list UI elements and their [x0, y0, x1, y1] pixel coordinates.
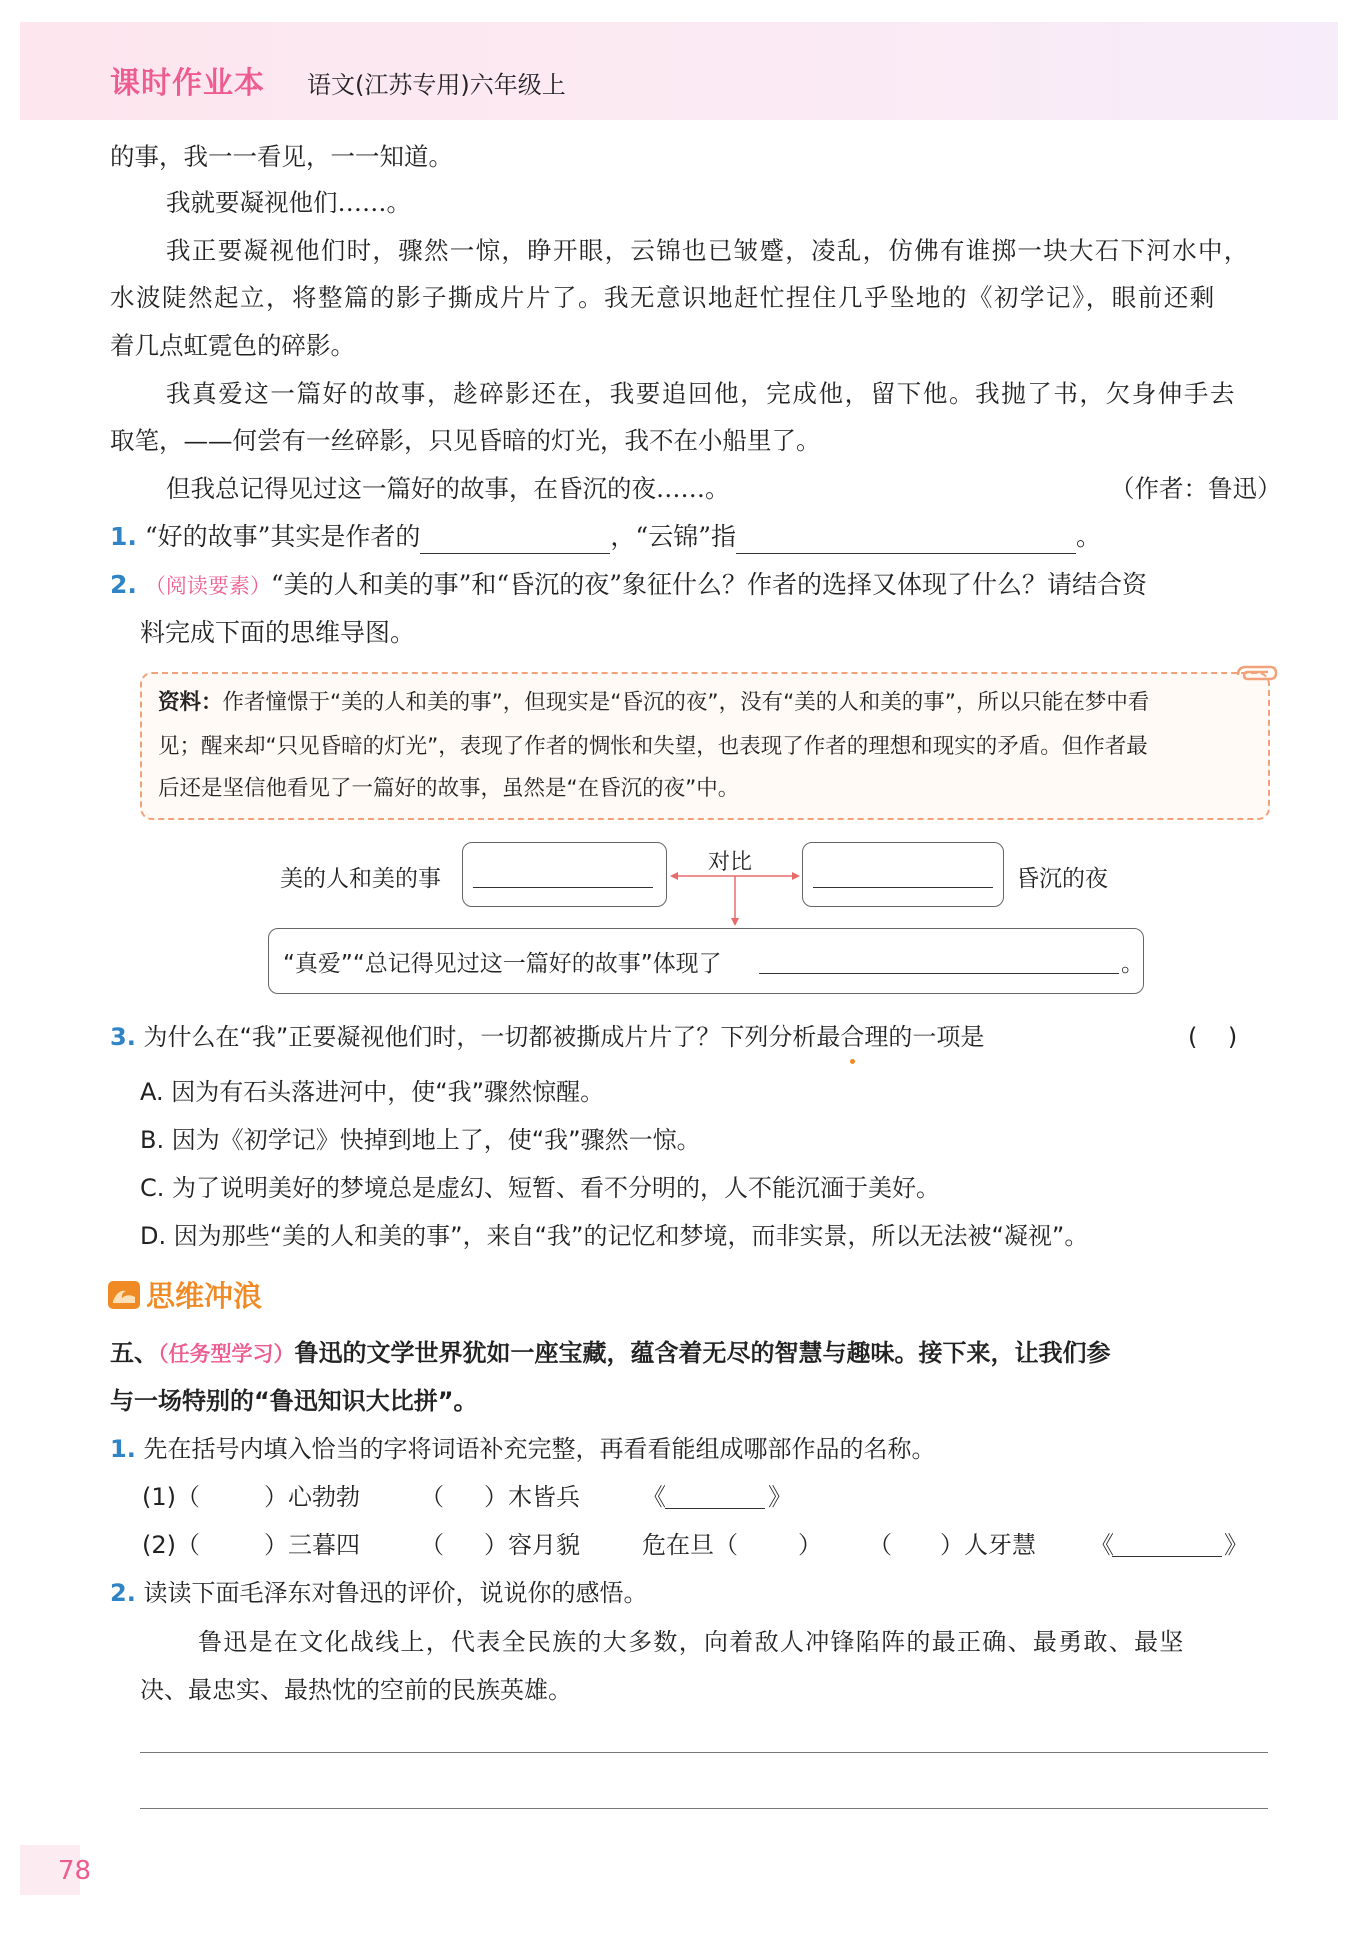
idiom-4-text: ）容月貌: [484, 1531, 580, 1559]
question-5-line-1: 鲁迅的文学世界犹如一座宝藏，蕴含着无尽的智慧与趣味。接下来，让我们参: [294, 1339, 1111, 1367]
question-number: 3.: [110, 1023, 136, 1051]
question-3-emphasis: 最合理: [816, 1020, 888, 1054]
question-5-1: [110, 1432, 935, 1466]
question-5: [110, 1336, 1111, 1371]
answer-blank[interactable]: [813, 863, 993, 888]
answer-blank[interactable]: [759, 949, 1119, 974]
work-title-open: 《: [642, 1483, 666, 1511]
question-2-line-2: 料完成下面的思维导图。: [140, 618, 416, 647]
mindmap-bottom-box: [268, 928, 1144, 994]
idiom-6-paren: （: [868, 1531, 892, 1559]
mindmap-right-label: 昏沉的夜: [1016, 866, 1108, 892]
idiom-6-text: ）人牙慧: [940, 1531, 1036, 1559]
page-number: 78: [58, 1856, 92, 1886]
material-line-3: 后还是坚信他看见了一篇好的故事，虽然是“在昏沉的夜”中。: [158, 776, 740, 801]
idiom-1-prefix: (1)（: [142, 1483, 200, 1511]
question-number: 1.: [110, 522, 137, 551]
paperclip-icon: [1234, 664, 1278, 686]
idiom-4-paren: （: [420, 1531, 444, 1559]
work-title-close: 》: [1224, 1531, 1248, 1559]
question-1: [110, 520, 1101, 554]
quote-line-1: 鲁迅是在文化战线上，代表全民族的大多数，向着敌人冲锋陷阵的最正确、最勇敢、最坚: [198, 1628, 1185, 1656]
mindmap-left-box: [462, 842, 667, 907]
option-b[interactable]: B. 因为《初学记》快掉到地上了，使“我”骤然一惊。: [140, 1126, 701, 1154]
idiom-3-text: ）三暮四: [264, 1531, 360, 1559]
passage-author: （作者：鲁迅）: [1110, 474, 1282, 503]
question-1-text-a: “好的故事”其实是作者的: [144, 522, 421, 551]
mindmap-left-label: 美的人和美的事: [280, 866, 441, 892]
answer-line[interactable]: [140, 1808, 1268, 1809]
passage-line-6: 我真爱这一篇好的故事，趁碎影还在，我要追回他，完成他，留下他。我抛了书，欠身伸手去: [166, 379, 1237, 408]
passage-line-8: 但我总记得见过这一篇好的故事，在昏沉的夜……。: [166, 474, 730, 503]
question-3-tail: 的一项是: [888, 1023, 985, 1051]
mindmap-arrows: [668, 862, 802, 926]
question-tag: （阅读要素）: [144, 574, 271, 598]
question-2: [110, 568, 1147, 603]
work-title-close: 》: [768, 1483, 792, 1511]
idiom-1-text: ）心勃勃: [264, 1483, 360, 1511]
section-title: 思维冲浪: [146, 1279, 263, 1313]
passage-line-5: 着几点虹霓色的碎影。: [110, 331, 355, 360]
material-text-1: 作者憧憬于“美的人和美的事”，但现实是“昏沉的夜”，没有“美的人和美的事”，所以只能在梦中看: [222, 690, 1150, 715]
question-5-2-text: 读读下面毛泽东对鲁迅的评价，说说你的感悟。: [143, 1579, 648, 1607]
idiom-5-text: 危在旦（: [642, 1531, 738, 1559]
passage-line-7: 取笔，——何尝有一丝碎影，只见昏暗的灯光，我不在小船里了。: [110, 426, 821, 455]
question-number: 2.: [110, 1579, 136, 1607]
option-d[interactable]: D. 因为那些“美的人和美的事”，来自“我”的记忆和梦境，而非实景，所以无法被“凝视”。: [140, 1222, 1089, 1250]
option-a[interactable]: A. 因为有石头落进河中，使“我”骤然惊醒。: [140, 1078, 605, 1106]
question-1-text-c: 。: [1075, 522, 1101, 551]
answer-paren[interactable]: ( ): [1188, 1023, 1238, 1051]
material-line-2: 见；醒来却“只见昏暗的灯光”，表现了作者的惆怅和失望，也表现了作者的理想和现实的矛盾。但作者最: [158, 734, 1148, 759]
question-5-2: [110, 1576, 647, 1610]
wave-icon: [108, 1281, 140, 1309]
question-1-text-b: ，“云锦”指: [610, 522, 736, 551]
answer-blank[interactable]: [473, 863, 653, 888]
option-c[interactable]: C. 为了说明美好的梦境总是虚幻、短暂、看不分明的，人不能沉湎于美好。: [140, 1174, 941, 1202]
passage-line-1: 的事，我一一看见，一一知道。: [110, 142, 453, 171]
idiom-2-text: ）木皆兵: [484, 1483, 580, 1511]
question-number: 2.: [110, 570, 137, 599]
question-tag: （任务型学习）: [158, 1342, 295, 1366]
quote-line-2: 决、最忠实、最热忱的空前的民族英雄。: [140, 1676, 572, 1704]
passage-line-3: 我正要凝视他们时，骤然一惊，睁开眼，云锦也已皱蹙，凌乱，仿佛有谁掷一块大石下河水中，: [166, 236, 1250, 265]
material-line-1: [158, 688, 1149, 718]
work-title-blank[interactable]: [1112, 1532, 1222, 1557]
idiom-5-close: ）: [798, 1531, 822, 1559]
mindmap-center-label: 对比: [708, 850, 753, 875]
book-brand: 课时作业本: [110, 66, 265, 101]
question-3: [110, 1020, 984, 1054]
question-2-line-1: “美的人和美的事”和“昏沉的夜”象征什么？作者的选择又体现了什么？请结合资: [270, 570, 1147, 599]
question-3-text: 为什么在“我”正要凝视他们时，一切都被撕成片片了？下列分析: [143, 1023, 817, 1051]
passage-line-4: 水波陡然起立，将整篇的影子撕成片片了。我无意识地赶忙捏住几乎坠地的《初学记》，眼前还剩: [110, 283, 1216, 312]
passage-line-2: 我就要凝视他们……。: [166, 188, 411, 217]
mindmap-bottom-text: “真爱”“总记得见过这一篇好的故事”体现了: [283, 951, 722, 977]
question-5-number: 五、: [110, 1339, 158, 1367]
material-label: 资料：: [158, 690, 223, 715]
mindmap-bottom-end: 。: [1121, 951, 1144, 977]
book-subject: 语文(江苏专用)六年级上: [307, 71, 566, 99]
work-title-blank[interactable]: [665, 1484, 765, 1509]
answer-blank[interactable]: [420, 529, 610, 554]
question-number: 1.: [110, 1435, 136, 1463]
question-5-line-2: 与一场特别的“鲁迅知识大比拼”。: [110, 1387, 478, 1415]
mindmap-right-box: [802, 842, 1004, 907]
idiom-3-prefix: (2)（: [142, 1531, 200, 1559]
material-box: [140, 672, 1270, 820]
answer-line[interactable]: [140, 1752, 1268, 1753]
work-title-open: 《: [1090, 1531, 1114, 1559]
answer-blank[interactable]: [736, 529, 1076, 554]
question-5-1-text: 先在括号内填入恰当的字将词语补充完整，再看看能组成哪部作品的名称。: [143, 1435, 936, 1463]
idiom-2-paren: （: [420, 1483, 444, 1511]
